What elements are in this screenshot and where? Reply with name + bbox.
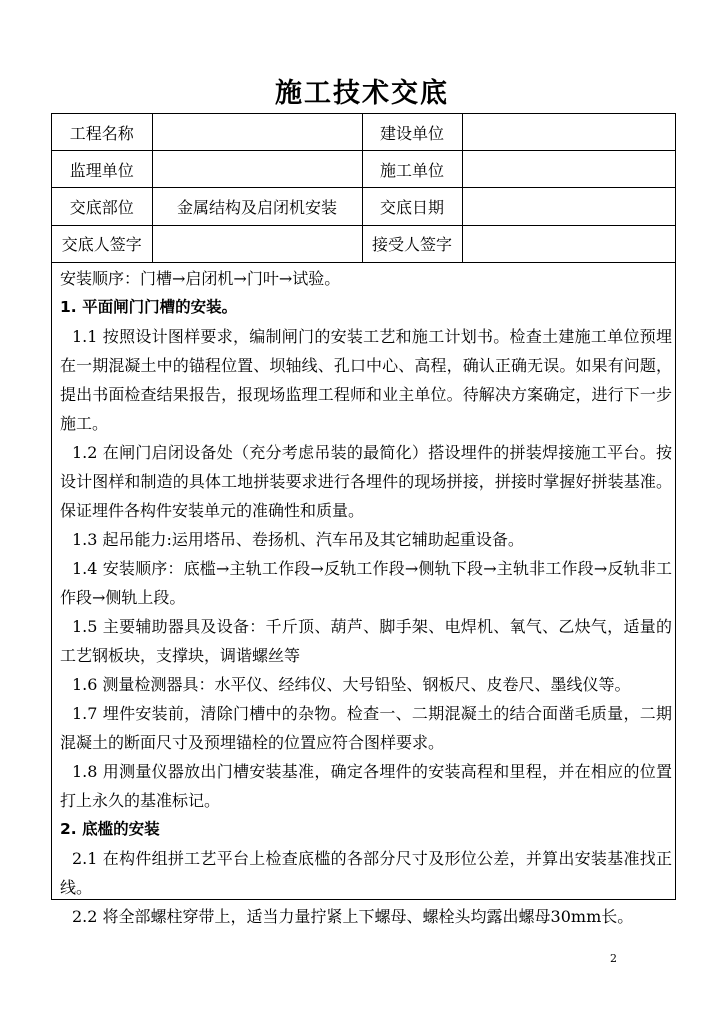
paragraph-1-6: 1.6 测量检测器具：水平仪、经纬仪、大号铅坠、钢板尺、皮卷尺、墨线仪等。 (72, 675, 631, 694)
page-number: 2 (610, 952, 617, 965)
paragraph-2-1: 2.1 在构件组拼工艺平台上检查底槛的各部分尺寸及形位公差，并算出安装基准找正线。 (60, 849, 672, 897)
owner-field[interactable] (462, 114, 675, 151)
table-row (52, 188, 675, 225)
section-heading-2: 2. 底槛的安装 (60, 820, 160, 838)
project-name-field[interactable] (152, 114, 362, 151)
paragraph-1-5: 1.5 主要辅助器具及设备：千斤顶、葫芦、脚手架、电焊机、氧气、乙炔气，适量的工艺钢板块，支撑块，调谐螺丝等 (60, 617, 672, 665)
table-row (52, 114, 675, 151)
supervisor-field[interactable] (152, 151, 362, 188)
section-field[interactable]: 金属结构及启闭机安装 (152, 188, 362, 225)
contractor-field[interactable] (462, 151, 675, 188)
project-name-label: 工程名称 (52, 114, 152, 151)
info-table (52, 114, 675, 263)
paragraph-1-8: 1.8 用测量仪器放出门槽安装基准，确定各埋件的安装高程和里程，并在相应的位置打上永久的基准标记。 (60, 762, 672, 810)
date-label: 交底日期 (362, 188, 462, 225)
owner-label: 建设单位 (362, 114, 462, 151)
section-label: 交底部位 (52, 188, 152, 225)
receiver-signature-field[interactable] (462, 225, 675, 262)
disclosure-content (60, 264, 672, 931)
section-heading-1: 1. 平面闸门门槽的安装。 (60, 298, 238, 316)
paragraph-1-4: 1.4 安装顺序：底槛→主轨工作段→反轨工作段→侧轨下段→主轨非工作段→反轨非工作段→侧轨上段。 (60, 559, 672, 607)
paragraph-1-2: 1.2 在闸门启闭设备处（充分考虑吊装的最简化）搭设埋件的拼装焊接施工平台。按设计图样和制造的具体工地拼装要求进行各埋件的现场拼接，拼接时掌握好拼装基准。保证埋件各构件安装单元的准确性和质量。 (60, 443, 672, 520)
giver-signature-field[interactable] (152, 225, 362, 262)
disclosure-form (51, 113, 676, 926)
document-title: 施工技术交底 (275, 78, 449, 109)
contractor-label: 施工单位 (362, 151, 462, 188)
paragraph-1-3: 1.3 起吊能力:运用塔吊、卷扬机、汽车吊及其它辅助起重设备。 (72, 530, 524, 549)
paragraph-1-7: 1.7 埋件安装前，清除门槽中的杂物。检查一、二期混凝土的结合面凿毛质量，二期混凝土的断面尺寸及预埋锚栓的位置应符合图样要求。 (60, 704, 672, 752)
date-field[interactable] (462, 188, 675, 225)
table-row (52, 225, 675, 262)
receiver-signature-label: 接受人签字 (362, 225, 462, 262)
supervisor-label: 监理单位 (52, 151, 152, 188)
install-order-intro: 安装顺序：门槽→启闭机→门叶→试验。 (60, 269, 341, 288)
giver-signature-label: 交底人签字 (52, 225, 152, 262)
paragraph-1-1: 1.1 按照设计图样要求，编制闸门的安装工艺和施工计划书。检查土建施工单位预埋在一期混凝土中的锚程位置、坝轴线、孔口中心、高程，确认正确无误。如果有问题，提出书面检查结果报告，报现场监理工程师和业主单位。待解决方案确定，进行下一步施工。 (60, 327, 672, 433)
table-row (52, 151, 675, 188)
paragraph-2-2: 2.2 将全部螺柱穿带上，适当力量拧紧上下螺母、螺栓头均露出螺母30mm长。 (72, 907, 634, 926)
